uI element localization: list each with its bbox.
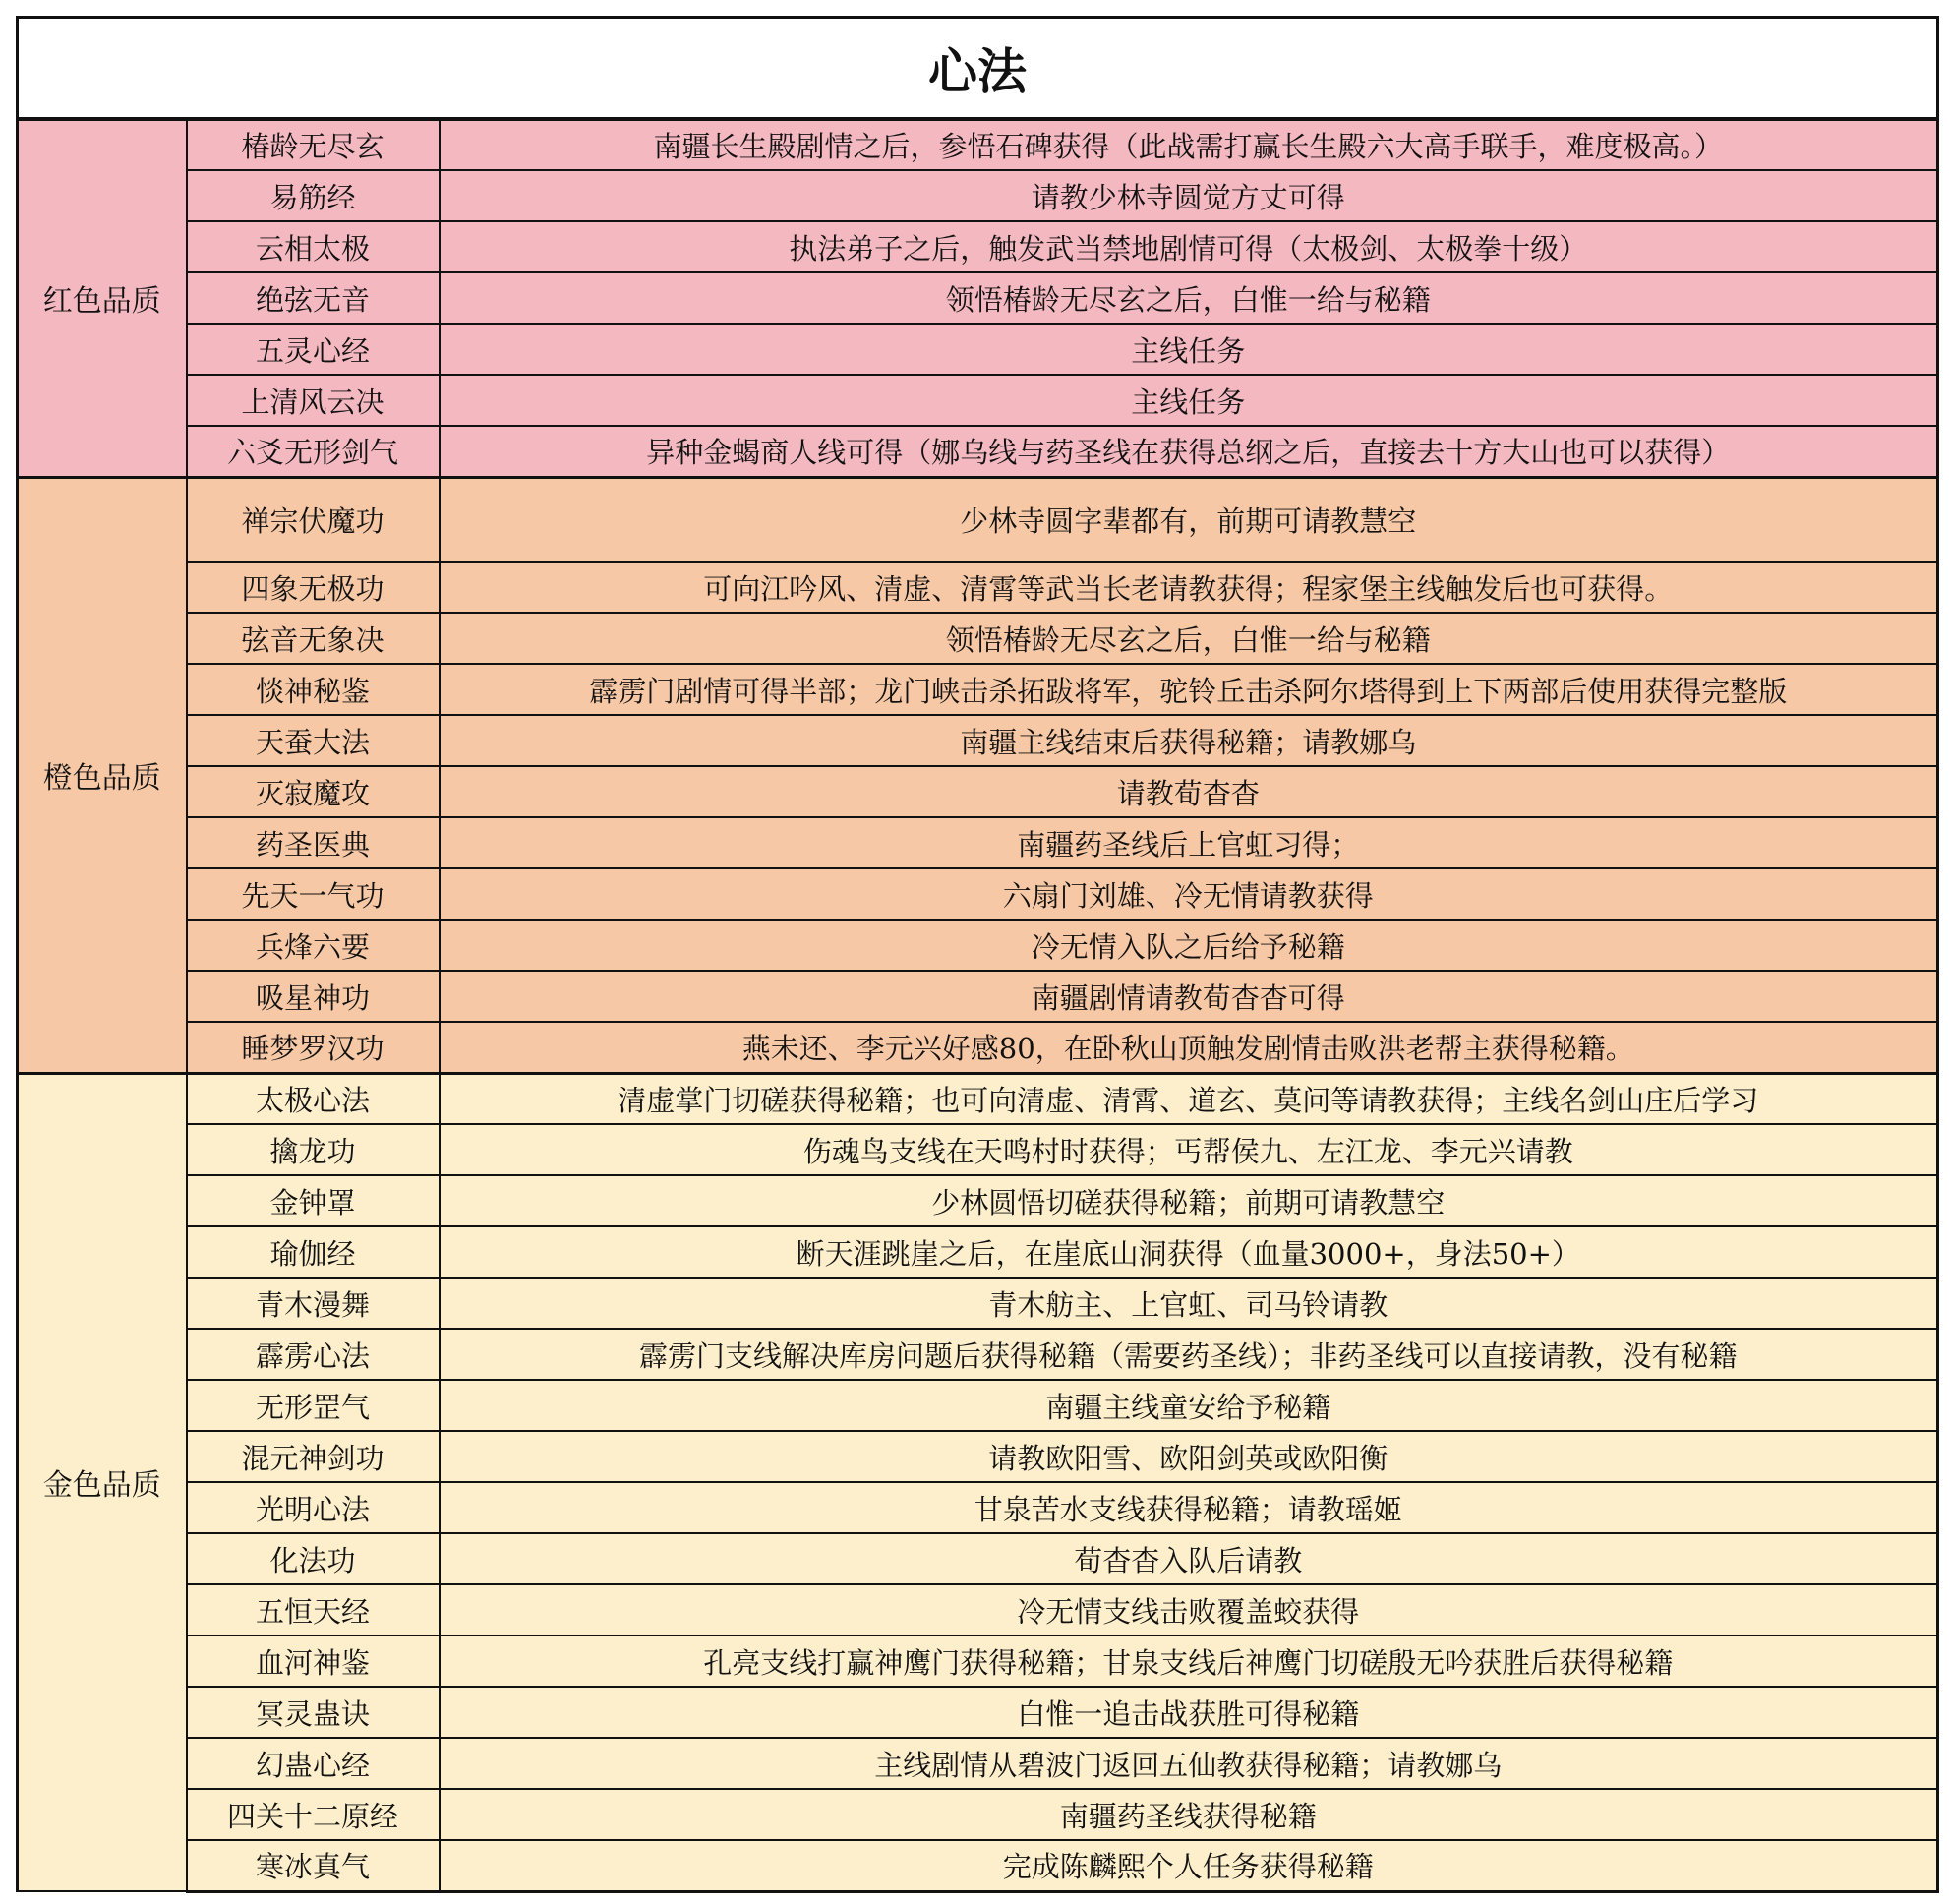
skill-source-cell: 南疆剧情请教荀杳杳可得 <box>440 971 1938 1022</box>
table-row <box>18 1738 1938 1789</box>
skill-source-cell: 甘泉苦水支线获得秘籍；请教瑶姬 <box>440 1482 1938 1533</box>
table-row <box>18 477 1938 562</box>
table-row <box>18 272 1938 324</box>
skill-source-cell: 完成陈麟熙个人任务获得秘籍 <box>440 1840 1938 1891</box>
table-row <box>18 817 1938 868</box>
table-row <box>18 1636 1938 1687</box>
skill-name-cell: 光明心法 <box>187 1482 440 1533</box>
skill-source-cell: 主线任务 <box>440 324 1938 375</box>
table-row <box>18 613 1938 664</box>
skill-name-cell: 禅宗伏魔功 <box>187 477 440 562</box>
skill-source-cell: 白惟一追击战获胜可得秘籍 <box>440 1687 1938 1738</box>
skill-name-cell: 无形罡气 <box>187 1380 440 1431</box>
table-row <box>18 1482 1938 1533</box>
skill-source-cell: 执法弟子之后，触发武当禁地剧情可得（太极剑、太极拳十级） <box>440 221 1938 272</box>
skill-source-cell: 冷无情支线击败覆盖蛟获得 <box>440 1584 1938 1636</box>
skill-name-cell: 上清风云决 <box>187 375 440 426</box>
table-row <box>18 1789 1938 1840</box>
skill-name-cell: 灭寂魔攻 <box>187 766 440 817</box>
table-row <box>18 1124 1938 1175</box>
skill-name-cell: 兵烽六要 <box>187 920 440 971</box>
skill-source-cell: 请教少林寺圆觉方丈可得 <box>440 170 1938 221</box>
quality-group-label: 橙色品质 <box>18 477 187 1073</box>
table-row <box>18 119 1938 170</box>
table-row <box>18 766 1938 817</box>
skill-source-cell: 领悟椿龄无尽玄之后，白惟一给与秘籍 <box>440 613 1938 664</box>
skill-source-cell: 可向江吟风、清虚、清霄等武当长老请教获得；程家堡主线触发后也可获得。 <box>440 562 1938 613</box>
skill-name-cell: 青木漫舞 <box>187 1278 440 1329</box>
table-row <box>18 1278 1938 1329</box>
skill-source-cell: 南疆长生殿剧情之后，参悟石碑获得（此战需打赢长生殿六大高手联手，难度极高。） <box>440 119 1938 170</box>
skill-source-cell: 请教欧阳雪、欧阳剑英或欧阳衡 <box>440 1431 1938 1482</box>
skill-name-cell: 五灵心经 <box>187 324 440 375</box>
skill-name-cell: 擒龙功 <box>187 1124 440 1175</box>
skill-name-cell: 六爻无形剑气 <box>187 426 440 477</box>
skill-name-cell: 绝弦无音 <box>187 272 440 324</box>
table-row <box>18 1431 1938 1482</box>
table-row <box>18 170 1938 221</box>
table-row <box>18 1329 1938 1380</box>
skill-source-cell: 南疆主线童安给予秘籍 <box>440 1380 1938 1431</box>
skill-name-cell: 血河神鉴 <box>187 1636 440 1687</box>
table-row <box>18 971 1938 1022</box>
skill-name-cell: 易筋经 <box>187 170 440 221</box>
table-row <box>18 920 1938 971</box>
skill-source-cell: 青木舫主、上官虹、司马铃请教 <box>440 1278 1938 1329</box>
skill-name-cell: 睡梦罗汉功 <box>187 1022 440 1073</box>
skill-name-cell: 冥灵蛊诀 <box>187 1687 440 1738</box>
table-row <box>18 1687 1938 1738</box>
skill-name-cell: 惔神秘鉴 <box>187 664 440 715</box>
skill-name-cell: 霹雳心法 <box>187 1329 440 1380</box>
skills-table <box>16 16 1939 1893</box>
skills-sheet <box>16 16 1936 1893</box>
skill-source-cell: 霹雳门支线解决库房问题后获得秘籍（需要药圣线）；非药圣线可以直接请教，没有秘籍 <box>440 1329 1938 1380</box>
table-row <box>18 1840 1938 1891</box>
skill-name-cell: 化法功 <box>187 1533 440 1584</box>
skill-source-cell: 南疆主线结束后获得秘籍；请教娜乌 <box>440 715 1938 766</box>
skill-name-cell: 金钟罩 <box>187 1175 440 1226</box>
table-row <box>18 1226 1938 1278</box>
skill-source-cell: 断天涯跳崖之后，在崖底山洞获得（血量3000+，身法50+） <box>440 1226 1938 1278</box>
skill-name-cell: 天蚕大法 <box>187 715 440 766</box>
table-row <box>18 715 1938 766</box>
skill-source-cell: 冷无情入队之后给予秘籍 <box>440 920 1938 971</box>
skill-source-cell: 六扇门刘雄、冷无情请教获得 <box>440 868 1938 920</box>
skill-name-cell: 四关十二原经 <box>187 1789 440 1840</box>
table-row <box>18 1073 1938 1124</box>
skill-source-cell: 少林寺圆字辈都有，前期可请教慧空 <box>440 477 1938 562</box>
skill-source-cell: 主线任务 <box>440 375 1938 426</box>
skill-source-cell: 伤魂鸟支线在天鸣村时获得；丐帮侯九、左江龙、李元兴请教 <box>440 1124 1938 1175</box>
skill-source-cell: 燕未还、李元兴好感80，在卧秋山顶触发剧情击败洪老帮主获得秘籍。 <box>440 1022 1938 1073</box>
skill-source-cell: 荀杳杳入队后请教 <box>440 1533 1938 1584</box>
skill-name-cell: 先天一气功 <box>187 868 440 920</box>
skill-source-cell: 南疆药圣线后上官虹习得； <box>440 817 1938 868</box>
skill-source-cell: 南疆药圣线获得秘籍 <box>440 1789 1938 1840</box>
table-row <box>18 1175 1938 1226</box>
table-row <box>18 221 1938 272</box>
table-row <box>18 1533 1938 1584</box>
skill-name-cell: 幻蛊心经 <box>187 1738 440 1789</box>
skill-name-cell: 椿龄无尽玄 <box>187 119 440 170</box>
sheet-title: 心法 <box>18 18 1938 120</box>
quality-group-label: 金色品质 <box>18 1073 187 1891</box>
table-row <box>18 1022 1938 1073</box>
skill-source-cell: 主线剧情从碧波门返回五仙教获得秘籍；请教娜乌 <box>440 1738 1938 1789</box>
table-row <box>18 324 1938 375</box>
skill-source-cell: 领悟椿龄无尽玄之后，白惟一给与秘籍 <box>440 272 1938 324</box>
skill-source-cell: 异种金蝎商人线可得（娜乌线与药圣线在获得总纲之后，直接去十方大山也可以获得） <box>440 426 1938 477</box>
skill-name-cell: 混元神剑功 <box>187 1431 440 1482</box>
skill-name-cell: 弦音无象决 <box>187 613 440 664</box>
skill-source-cell: 少林圆悟切磋获得秘籍；前期可请教慧空 <box>440 1175 1938 1226</box>
skill-source-cell: 清虚掌门切磋获得秘籍；也可向清虚、清霄、道玄、莫问等请教获得；主线名剑山庄后学习 <box>440 1073 1938 1124</box>
quality-group-label: 红色品质 <box>18 119 187 477</box>
table-row <box>18 1380 1938 1431</box>
skill-name-cell: 药圣医典 <box>187 817 440 868</box>
skill-source-cell: 孔亮支线打赢神鹰门获得秘籍；甘泉支线后神鹰门切磋殷无吟获胜后获得秘籍 <box>440 1636 1938 1687</box>
skill-source-cell: 请教荀杳杳 <box>440 766 1938 817</box>
skill-name-cell: 太极心法 <box>187 1073 440 1124</box>
table-row <box>18 1584 1938 1636</box>
table-row <box>18 868 1938 920</box>
skill-source-cell: 霹雳门剧情可得半部；龙门峡击杀拓跋将军，驼铃丘击杀阿尔塔得到上下两部后使用获得完整版 <box>440 664 1938 715</box>
table-row <box>18 664 1938 715</box>
skill-name-cell: 五恒天经 <box>187 1584 440 1636</box>
skill-name-cell: 吸星神功 <box>187 971 440 1022</box>
skill-name-cell: 瑜伽经 <box>187 1226 440 1278</box>
table-row <box>18 562 1938 613</box>
skill-name-cell: 云相太极 <box>187 221 440 272</box>
skill-name-cell: 寒冰真气 <box>187 1840 440 1891</box>
table-row <box>18 426 1938 477</box>
table-row <box>18 375 1938 426</box>
skill-name-cell: 四象无极功 <box>187 562 440 613</box>
